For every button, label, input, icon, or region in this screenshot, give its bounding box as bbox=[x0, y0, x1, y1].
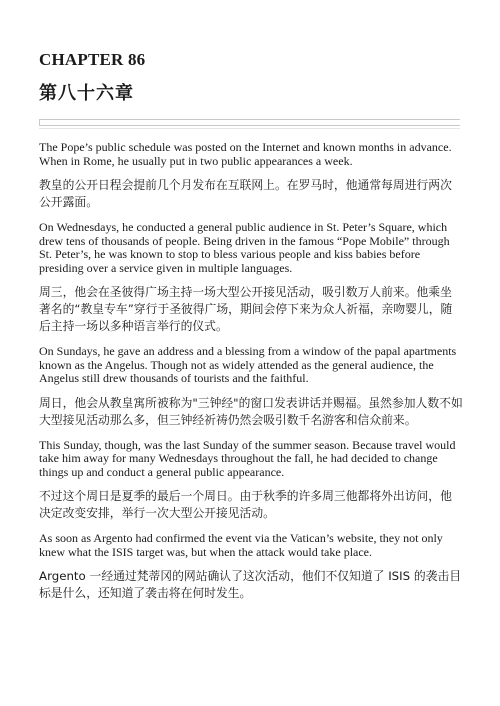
paragraph-en: The Pope’s public schedule was posted on the Internet and known months in advance. When in Rome, he usually put in two public appearances a week. bbox=[39, 140, 452, 168]
paragraph-en: This Sunday, though, was the last Sunday of the summer season. Because travel would take him away for many Wednesdays throughout the fall, he had decided to change things up and conduct a general public appearance. bbox=[39, 437, 456, 479]
paragraph-en: On Wednesdays, he conducted a general public audience in St. Peter’s Square, which drew tens of thousands of people. Being driven in the famous “Pope Mobile” through St. Peter’s, he was known to stop to bless various people and kiss babies before presiding over a service given in multiple languages. bbox=[39, 220, 450, 275]
paragraph-zh: Argento 一经通过梵蒂冈的网站确认了这次活动，他们不仅知道了 ISIS 的袭击目标是什么，还知道了袭击将在何时发生。 bbox=[39, 569, 462, 600]
chapter-title-zh: 第八十六章 bbox=[39, 83, 134, 104]
book-page bbox=[39, 50, 463, 612]
chapter-title-en: CHAPTER 86 bbox=[39, 50, 146, 69]
paragraph-zh: 教皇的公开日程会提前几个月发布在互联网上。在罗马时，他通常每周进行两次公开露面。 bbox=[39, 178, 452, 209]
paragraph-zh: 不过这个周日是夏季的最后一个周日。由于秋季的许多周三他都将外出访问，他决定改变安排，举行一次大型公开接见活动。 bbox=[39, 489, 452, 520]
paragraph-en: On Sundays, he gave an address and a blessing from a window of the papal apartments known as the Angelus. Though not as widely attended as the general audience, the Angelus still drew thousands of tourists and the faithful. bbox=[39, 344, 457, 385]
chapter-divider-shadow bbox=[39, 128, 460, 129]
paragraph-zh: 周三，他会在圣彼得广场主持一场大型公开接见活动，吸引数万人前来。他乘坐著名的“教皇专车”穿行于圣彼得广场，期间会停下来为众人祈福，亲吻婴儿，随后主持一场以多种语言举行的仪式。 bbox=[39, 285, 453, 333]
chapter-body bbox=[39, 141, 463, 602]
paragraph-zh: 周日，他会从教皇寓所被称为"三钟经"的窗口发表讲话并赐福。虽然参加人数不如大型接见活动那么多，但三钟经祈祷仍然会吸引数千名游客和信众前来。 bbox=[39, 395, 463, 427]
paragraph-en: As soon as Argento had confirmed the event via the Vatican’s website, they not only knew what the ISIS target was, but when the attack would take place. bbox=[39, 531, 443, 559]
chapter-divider bbox=[39, 119, 460, 126]
